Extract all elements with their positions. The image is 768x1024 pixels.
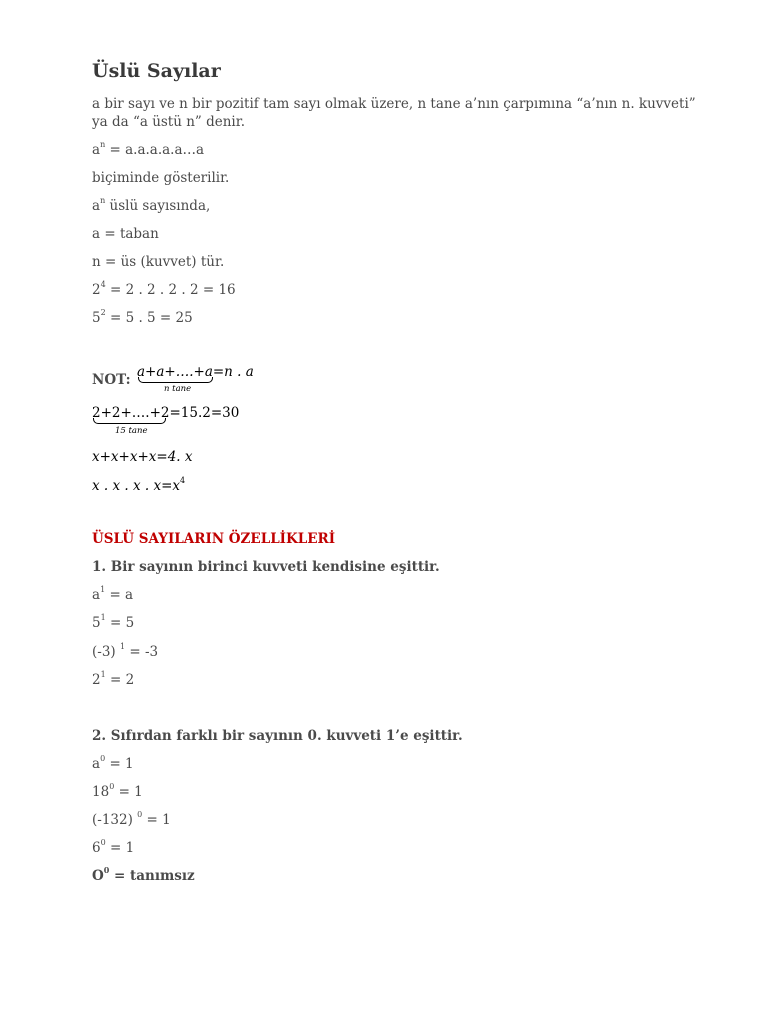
shown-text: biçiminde gösterilir.	[92, 170, 230, 186]
rule-2-example-b: $18^0 = 1$	[92, 782, 143, 800]
note-formula: a+a+….+a=n . a	[137, 364, 254, 380]
rule-1-heading: 1. Bir sayının birinci kuvveti kendisine eşittir.	[92, 559, 440, 575]
page-title: Üslü Sayılar	[92, 60, 221, 82]
rule-2-heading: 2. Sıfırdan farklı bir sayının 0. kuvveti 1’e eşittir.	[92, 728, 463, 744]
math-2-underbrace	[93, 418, 166, 424]
section-heading: ÜSLÜ SAYILARIN ÖZELLİKLERİ	[92, 531, 336, 547]
base-definition: a = taban	[92, 226, 159, 242]
rule-2-example-a: $a^0 = 1$	[92, 754, 134, 772]
rule-1-example-c: (-3) $^1$ = -3	[92, 642, 159, 660]
math-line-4: x . x . x . $x=x^4$	[92, 476, 186, 494]
rule-1-example-b: $5^1 = 5$	[92, 613, 135, 631]
definition-line: $a^n$ = a.a.a.a.a…a	[92, 140, 205, 158]
rule-1-example-a: $a^1 = a$	[92, 585, 134, 603]
math-line-3: x+x+x+x=4. x	[92, 449, 193, 465]
rule-1-example-d: $2^1 = 2$	[92, 670, 135, 688]
intro-line-2: ya da “a üstü n” denir.	[92, 114, 246, 130]
rule-2-example-d: $6^0 = 1$	[92, 838, 135, 856]
example-1: $2^4 = 2$ . 2 . 2 . 2 = 16	[92, 280, 236, 298]
intro-line-1: a bir sayı ve n bir pozitif tam sayı olmak üzere, n tane a’nın çarpımına “a’nın n. kuvveti”	[92, 96, 696, 112]
exponent-definition: n = üs (kuvvet) tür.	[92, 254, 225, 270]
math-2-underbrace-label: 15 tane	[115, 426, 148, 436]
note-underbrace-label: n tane	[164, 384, 192, 394]
rule-2-example-e: $O^0$ = tanımsız	[92, 865, 195, 884]
math-line-2: 2+2+….+2=15.2=30	[92, 405, 240, 421]
rule-2-example-c: (-132) $^0$ = 1	[92, 810, 171, 828]
note-label: NOT:	[92, 372, 131, 388]
example-2: $5^2 = 5$ . 5 = 25	[92, 308, 193, 326]
in-uslu-line: $a^n$ üslü sayısında,	[92, 196, 211, 214]
note-underbrace	[138, 377, 213, 383]
